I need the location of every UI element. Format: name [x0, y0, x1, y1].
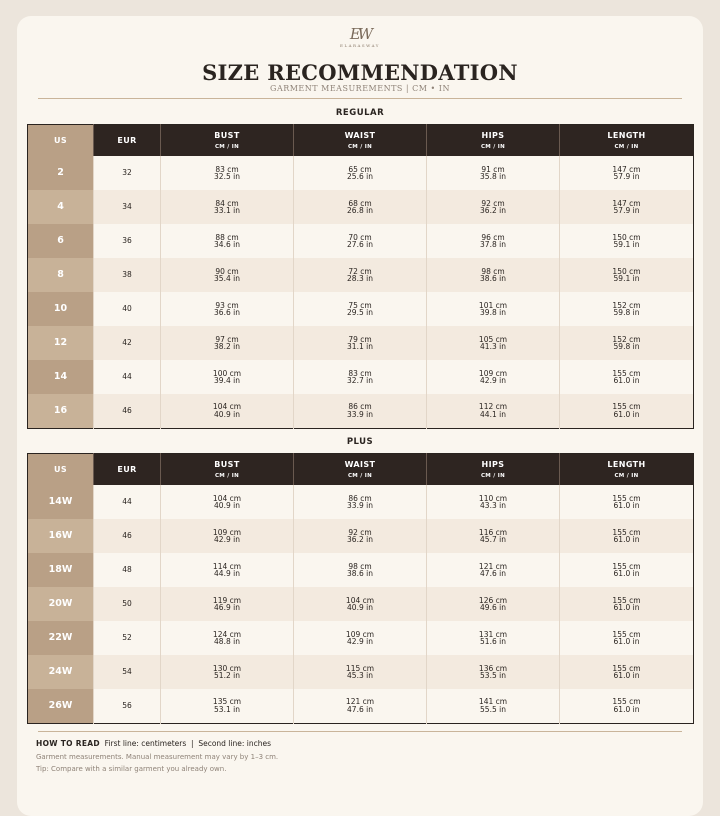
waist-in-value: 40.9 in: [347, 603, 373, 612]
us-size-cell: 14: [28, 360, 94, 394]
us-size-cell: 26W: [28, 689, 94, 723]
waist-cm-value: 68 cm: [348, 198, 372, 208]
waist-cell: [294, 190, 427, 224]
us-size-cell: 2: [28, 156, 94, 190]
bust-cm-value: 83 cm: [215, 164, 239, 174]
length-cm-value: 150 cm: [612, 266, 641, 276]
column-unit-label: CM / IN: [480, 143, 506, 150]
bust-cm-value: 84 cm: [215, 198, 239, 208]
waist-in-value: 47.6 in: [347, 704, 373, 714]
eur-size-cell: 54: [94, 655, 161, 689]
eur-size-cell: 34: [94, 190, 161, 224]
length-cm-value: 155 cm: [612, 493, 641, 503]
length-cm-value: 155 cm: [612, 629, 641, 639]
bust-cell: [161, 621, 294, 655]
column-unit-label: CM / IN: [347, 472, 373, 479]
column-unit-label: CM / IN: [614, 143, 639, 150]
measurement-note: Garment measurements. Manual measurement may vary by 1–3 cm.: [36, 753, 279, 761]
hips-cell: [427, 553, 560, 587]
column-header-hips: [427, 454, 560, 486]
hips-cm-value: 136 cm: [478, 663, 508, 673]
waist-cm-value: 65 cm: [348, 164, 372, 174]
waist-in-value: 33.9 in: [347, 501, 373, 510]
length-in-value: 61.0 in: [613, 637, 640, 646]
bust-in-value: 42.9 in: [214, 535, 240, 544]
waist-cell: [294, 587, 427, 621]
column-header-bust: [161, 454, 294, 486]
waist-cell: [294, 258, 427, 292]
us-size-cell: 14W: [28, 485, 94, 519]
hips-cm-value: 91 cm: [481, 164, 505, 174]
hips-cell: [427, 689, 560, 723]
hips-in-value: 41.3 in: [480, 342, 506, 351]
hips-cm-value: 126 cm: [478, 595, 508, 605]
bust-cm-value: 104 cm: [212, 402, 242, 412]
table-row: [28, 553, 694, 587]
length-cm-value: 152 cm: [612, 334, 641, 344]
waist-cell: [294, 655, 427, 689]
column-header-label: BUST: [214, 459, 240, 469]
hips-in-value: 44.1 in: [480, 409, 506, 419]
column-header-hips: [427, 125, 560, 157]
bust-cell: [161, 587, 294, 621]
hips-cm-value: 131 cm: [478, 629, 508, 639]
plus-size-table: [27, 453, 694, 724]
table-row: [28, 292, 694, 326]
hips-cell: [427, 326, 560, 360]
bust-in-value: 53.1 in: [214, 704, 240, 714]
hips-cm-value: 96 cm: [481, 232, 505, 242]
bust-cm-value: 100 cm: [212, 368, 242, 378]
bust-in-value: 40.9 in: [214, 501, 240, 510]
length-in-value: 61.0 in: [613, 671, 640, 680]
bust-cm-value: 90 cm: [215, 266, 239, 276]
waist-cm-value: 115 cm: [345, 663, 375, 673]
waist-cm-value: 72 cm: [348, 266, 372, 276]
length-cm-value: 155 cm: [612, 561, 641, 571]
size-chart-card: [17, 16, 703, 816]
waist-cell: [294, 394, 427, 428]
waist-in-value: 29.5 in: [347, 308, 373, 317]
length-in-value: 59.1 in: [613, 240, 640, 249]
hips-cm-value: 112 cm: [478, 402, 508, 412]
length-cell: [560, 156, 694, 190]
us-size-cell: 6: [28, 224, 94, 258]
length-cell: [560, 190, 694, 224]
table-row: [28, 190, 694, 224]
page-title: SIZE RECOMMENDATION: [202, 60, 518, 85]
bust-cell: [161, 292, 294, 326]
eur-size-cell: 32: [94, 156, 161, 190]
waist-in-value: 26.8 in: [347, 206, 373, 215]
table-row: [28, 258, 694, 292]
length-in-value: 61.0 in: [613, 501, 640, 510]
bust-cell: [161, 224, 294, 258]
length-cm-value: 155 cm: [612, 402, 641, 412]
table-row: [28, 224, 694, 258]
hips-cell: [427, 292, 560, 326]
hips-cell: [427, 587, 560, 621]
length-cell: [560, 292, 694, 326]
waist-cell: [294, 292, 427, 326]
waist-cm-value: 79 cm: [348, 334, 372, 344]
eur-size-cell: 50: [94, 587, 161, 621]
bust-cm-value: 114 cm: [212, 561, 242, 571]
how-to-read-label: HOW TO READ: [36, 739, 100, 748]
length-cell: [560, 519, 694, 553]
waist-cell: [294, 621, 427, 655]
length-cm-value: 155 cm: [612, 595, 641, 605]
header-divider: [38, 98, 682, 99]
bust-cell: [161, 394, 294, 428]
hips-cm-value: 116 cm: [478, 527, 508, 537]
column-header-label: EUR: [117, 464, 137, 474]
bust-cell: [161, 655, 294, 689]
us-size-cell: 20W: [28, 587, 94, 621]
length-cm-value: 155 cm: [612, 697, 641, 707]
hips-in-value: 37.8 in: [480, 240, 506, 249]
length-in-value: 61.0 in: [613, 569, 640, 578]
waist-in-value: 32.7 in: [347, 376, 373, 385]
hips-cell: [427, 519, 560, 553]
length-cell: [560, 258, 694, 292]
length-cell: [560, 485, 694, 519]
bust-cm-value: 104 cm: [212, 493, 242, 503]
waist-cell: [294, 553, 427, 587]
brand-logo: [17, 25, 703, 49]
bust-cm-value: 130 cm: [212, 663, 242, 673]
regular-size-table: [27, 124, 694, 429]
column-header-label: HIPS: [481, 130, 505, 140]
hips-cell: [427, 224, 560, 258]
hips-cm-value: 101 cm: [478, 300, 508, 310]
length-cm-value: 147 cm: [612, 198, 641, 208]
bust-cell: [161, 360, 294, 394]
waist-cell: [294, 689, 427, 723]
us-size-cell: 4: [28, 190, 94, 224]
eur-size-cell: 56: [94, 689, 161, 723]
length-cell: [560, 587, 694, 621]
length-in-value: 61.0 in: [613, 535, 640, 544]
length-in-value: 57.9 in: [613, 206, 640, 215]
length-in-value: 59.8 in: [613, 308, 640, 317]
hips-cm-value: 98 cm: [481, 266, 505, 276]
bust-cell: [161, 553, 294, 587]
bust-cm-value: 124 cm: [212, 629, 242, 639]
us-size-cell: 24W: [28, 655, 94, 689]
column-header-label: US: [53, 464, 68, 474]
column-header-eur: [94, 125, 161, 157]
waist-in-value: 27.6 in: [347, 240, 373, 249]
length-cell: [560, 360, 694, 394]
column-header-length: [560, 454, 694, 486]
bust-in-value: 46.9 in: [214, 603, 240, 612]
brand-monogram: EW: [349, 25, 371, 43]
bust-cell: [161, 190, 294, 224]
bust-in-value: 44.9 in: [214, 569, 240, 578]
waist-cell: [294, 156, 427, 190]
waist-in-value: 45.3 in: [347, 671, 373, 680]
length-cell: [560, 655, 694, 689]
table-row: [28, 655, 694, 689]
waist-cm-value: 70 cm: [348, 232, 372, 242]
waist-cm-value: 109 cm: [345, 629, 375, 639]
bust-cell: [161, 258, 294, 292]
us-size-cell: 10: [28, 292, 94, 326]
waist-cm-value: 104 cm: [345, 595, 375, 605]
bust-in-value: 40.9 in: [214, 409, 240, 419]
eur-size-cell: 44: [94, 360, 161, 394]
bust-cell: [161, 156, 294, 190]
section-label-plus: PLUS: [346, 437, 374, 447]
hips-cm-value: 121 cm: [478, 561, 508, 571]
waist-in-value: 25.6 in: [347, 172, 373, 181]
bust-cm-value: 135 cm: [212, 697, 242, 707]
waist-cm-value: 75 cm: [348, 300, 372, 310]
column-header-us: [28, 125, 94, 157]
column-header-bust: [161, 125, 294, 157]
waist-in-value: 38.6 in: [347, 569, 373, 578]
column-header-eur: [94, 454, 161, 486]
waist-cell: [294, 326, 427, 360]
bust-in-value: 35.4 in: [214, 274, 240, 283]
waist-cm-value: 86 cm: [348, 402, 372, 412]
hips-cm-value: 141 cm: [478, 697, 508, 707]
table-row: [28, 394, 694, 428]
eur-size-cell: 46: [94, 519, 161, 553]
hips-cell: [427, 485, 560, 519]
bust-cm-value: 93 cm: [215, 300, 239, 310]
length-in-value: 61.0 in: [613, 409, 640, 419]
length-in-value: 61.0 in: [613, 704, 640, 714]
column-header-label: LENGTH: [607, 459, 646, 469]
column-header-label: BUST: [214, 130, 240, 140]
bust-cell: [161, 485, 294, 519]
hips-cell: [427, 655, 560, 689]
hips-cell: [427, 360, 560, 394]
eur-size-cell: 44: [94, 485, 161, 519]
column-header-us: [28, 454, 94, 486]
length-cell: [560, 224, 694, 258]
waist-cm-value: 92 cm: [348, 527, 372, 537]
waist-cm-value: 86 cm: [348, 493, 372, 503]
column-header-length: [560, 125, 694, 157]
table-row: [28, 519, 694, 553]
hips-in-value: 55.5 in: [480, 704, 506, 714]
hips-cell: [427, 258, 560, 292]
hips-in-value: 47.6 in: [480, 569, 506, 578]
hips-in-value: 53.5 in: [480, 671, 506, 680]
us-size-cell: 12: [28, 326, 94, 360]
bust-in-value: 51.2 in: [214, 671, 240, 680]
table-row: [28, 621, 694, 655]
us-size-cell: 22W: [28, 621, 94, 655]
hips-in-value: 49.6 in: [480, 603, 506, 612]
waist-cm-value: 121 cm: [345, 697, 375, 707]
waist-cell: [294, 519, 427, 553]
column-header-label: HIPS: [481, 459, 505, 469]
hips-cm-value: 105 cm: [478, 334, 508, 344]
length-cm-value: 150 cm: [612, 232, 641, 242]
hips-cm-value: 92 cm: [481, 198, 505, 208]
hips-in-value: 35.8 in: [480, 172, 506, 181]
hips-in-value: 45.7 in: [480, 535, 506, 544]
eur-size-cell: 38: [94, 258, 161, 292]
brand-name: ELARASWAY: [340, 43, 380, 48]
table-row: [28, 360, 694, 394]
hips-in-value: 42.9 in: [480, 376, 506, 385]
length-cm-value: 152 cm: [612, 300, 641, 310]
us-size-cell: 16: [28, 394, 94, 428]
bust-cm-value: 119 cm: [212, 595, 242, 605]
column-header-waist: [294, 454, 427, 486]
bust-in-value: 39.4 in: [214, 376, 240, 385]
length-cm-value: 155 cm: [612, 368, 641, 378]
waist-in-value: 28.3 in: [347, 274, 373, 283]
length-in-value: 61.0 in: [613, 603, 640, 612]
length-cell: [560, 689, 694, 723]
table-row: [28, 485, 694, 519]
hips-cm-value: 110 cm: [478, 493, 508, 503]
how-to-read: [36, 739, 271, 748]
hips-in-value: 51.6 in: [480, 637, 506, 646]
tip-note: Tip: Compare with a similar garment you already own.: [36, 765, 227, 773]
bust-cm-value: 88 cm: [215, 232, 239, 242]
us-size-cell: 8: [28, 258, 94, 292]
bust-in-value: 48.8 in: [214, 637, 240, 646]
length-cell: [560, 621, 694, 655]
waist-cell: [294, 485, 427, 519]
eur-size-cell: 52: [94, 621, 161, 655]
column-header-label: US: [53, 135, 68, 145]
hips-cell: [427, 394, 560, 428]
length-in-value: 57.9 in: [613, 172, 640, 181]
hips-in-value: 39.8 in: [480, 308, 506, 317]
column-unit-label: CM / IN: [480, 472, 506, 479]
us-size-cell: 16W: [28, 519, 94, 553]
waist-cell: [294, 224, 427, 258]
eur-size-cell: 48: [94, 553, 161, 587]
bust-cm-value: 109 cm: [212, 527, 242, 537]
eur-size-cell: 46: [94, 394, 161, 428]
column-header-label: WAIST: [344, 130, 376, 140]
eur-size-cell: 42: [94, 326, 161, 360]
hips-cell: [427, 156, 560, 190]
hips-in-value: 36.2 in: [480, 206, 506, 215]
waist-in-value: 33.9 in: [347, 409, 373, 419]
length-in-value: 61.0 in: [613, 376, 640, 385]
column-unit-label: CM / IN: [214, 472, 240, 479]
waist-in-value: 36.2 in: [347, 535, 373, 544]
bust-cm-value: 97 cm: [215, 334, 239, 344]
table-row: [28, 689, 694, 723]
bust-cell: [161, 689, 294, 723]
waist-cm-value: 98 cm: [348, 561, 372, 571]
hips-cell: [427, 621, 560, 655]
bust-in-value: 33.1 in: [214, 206, 240, 215]
length-cm-value: 155 cm: [612, 527, 641, 537]
waist-cell: [294, 360, 427, 394]
length-in-value: 59.8 in: [613, 342, 640, 351]
table-row: [28, 156, 694, 190]
how-to-read-text: First line: centimeters | Second line: inches: [104, 739, 271, 748]
waist-cm-value: 83 cm: [348, 368, 372, 378]
eur-size-cell: 40: [94, 292, 161, 326]
hips-cell: [427, 190, 560, 224]
column-header-label: EUR: [117, 135, 137, 145]
column-header-label: LENGTH: [607, 130, 646, 140]
footer-divider: [38, 731, 682, 732]
hips-in-value: 38.6 in: [480, 274, 506, 283]
table-row: [28, 587, 694, 621]
hips-in-value: 43.3 in: [480, 501, 506, 510]
bust-in-value: 34.6 in: [214, 240, 240, 249]
bust-in-value: 36.6 in: [214, 308, 240, 317]
bust-in-value: 38.2 in: [214, 342, 240, 351]
column-unit-label: CM / IN: [614, 472, 639, 479]
column-unit-label: CM / IN: [214, 143, 240, 150]
bust-cell: [161, 519, 294, 553]
bust-in-value: 32.5 in: [214, 172, 240, 181]
page-subtitle: GARMENT MEASUREMENTS | CM • IN: [270, 84, 450, 93]
length-cm-value: 147 cm: [612, 164, 641, 174]
hips-cm-value: 109 cm: [478, 368, 508, 378]
waist-in-value: 42.9 in: [347, 637, 373, 646]
waist-in-value: 31.1 in: [347, 342, 373, 351]
length-in-value: 59.1 in: [613, 274, 640, 283]
length-cm-value: 155 cm: [612, 663, 641, 673]
length-cell: [560, 326, 694, 360]
us-size-cell: 18W: [28, 553, 94, 587]
table-row: [28, 326, 694, 360]
section-label-regular: REGULAR: [335, 108, 385, 118]
length-cell: [560, 553, 694, 587]
length-cell: [560, 394, 694, 428]
column-unit-label: CM / IN: [347, 143, 373, 150]
column-header-label: WAIST: [344, 459, 376, 469]
bust-cell: [161, 326, 294, 360]
eur-size-cell: 36: [94, 224, 161, 258]
column-header-waist: [294, 125, 427, 157]
